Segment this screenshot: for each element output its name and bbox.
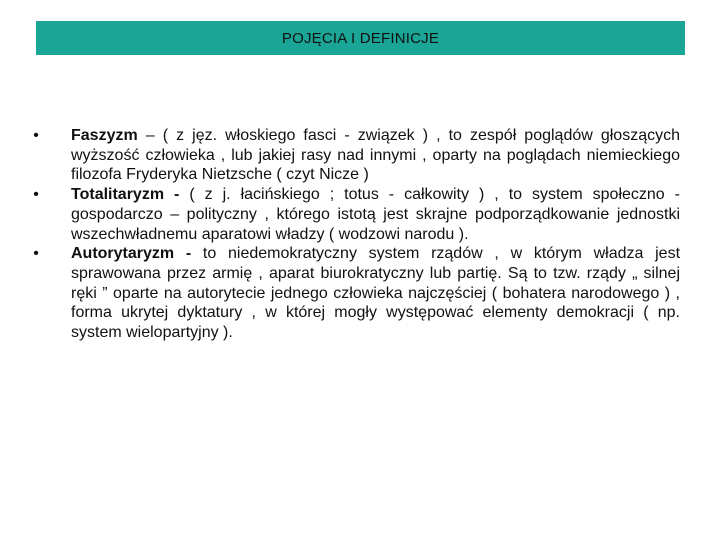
- definition-text: ( z j. łacińskiego ; totus - całkowity ) , to system społeczno - gospodarczo – polityczny , którego istotą jest skrajne podporządkowanie jednostki wszechwładnemu aparatowi władzy ( wodzowi narodu ).: [71, 186, 681, 243]
- definition-term: Totalitaryzm -: [71, 186, 180, 204]
- bullet-icon: •: [33, 127, 39, 144]
- bullet-icon: •: [33, 186, 39, 204]
- slide-title: POJĘCIA I DEFINICJE: [281, 29, 440, 47]
- definition-term: Faszyzm: [71, 127, 138, 144]
- definition-term: Autorytaryzm -: [71, 245, 192, 263]
- definition-faszyzm: [30, 126, 680, 185]
- bullet-icon: •: [33, 245, 39, 263]
- definition-text: to niedemokratyczny system rządów , w którym władza jest sprawowana przez armię , aparat biurokratyczny lub partię. Są to tzw. rządy „ silnej ręki ” oparte na autorytecie jednego człowieka najczęściej ( bohatera narodowego ) , forma ukrytej dyktatury , w której mogły występować elementy demokracji ( np. system wielopartyjny ).: [71, 245, 681, 342]
- definitions-list: [30, 126, 680, 343]
- title-banner: [36, 21, 685, 55]
- definition-totalitaryzm: [30, 185, 680, 244]
- definition-text: – ( z jęz. włoskiego fasci - związek ) , to zespół poglądów głoszących wyższość człowieka , lub jakiej rasy nad innymi , oparty na poglądach niemieckiego filozofa Fryderyka Nietzsche ( czyt Nicze ): [71, 127, 680, 184]
- definition-autorytaryzm: [30, 244, 680, 343]
